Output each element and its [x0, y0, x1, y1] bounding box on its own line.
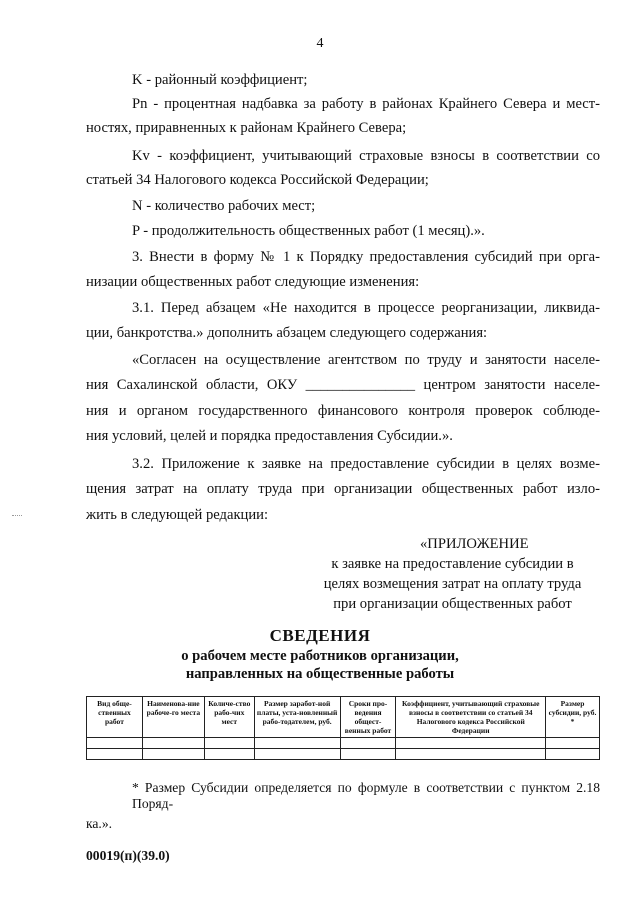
table-cell — [142, 738, 204, 749]
table-cell — [396, 749, 546, 760]
appendix-title: «ПРИЛОЖЕНИЕ — [420, 536, 529, 552]
table-cell — [340, 738, 396, 749]
text-line: ния Сахалинской области, ОКУ _______________ центром занятости населе- — [86, 377, 600, 393]
table-cell — [254, 749, 340, 760]
table-row — [87, 749, 600, 760]
appendix-line: при организации общественных работ — [333, 596, 572, 612]
table-cell — [204, 738, 254, 749]
text-line: статьей 34 Налогового кодекса Российской Федерации; — [86, 172, 429, 188]
svedeniya-subtitle: о рабочем месте работников организации, — [181, 648, 459, 664]
text-line: «Согласен на осуществление агентством по труду и занятости населе- — [132, 352, 600, 368]
table-header-cell: Размер субсидии, руб. * — [546, 697, 600, 738]
text-line: жить в следующей редакции: — [86, 507, 269, 523]
text-line: P - продолжительность общественных работ (1 месяц).». — [132, 223, 485, 239]
table-header-cell: Коэффициент, учитывающий страховые взносы в соответствии со статьей 34 Налогового кодекса Российской Федерации — [396, 697, 546, 738]
table-cell — [142, 749, 204, 760]
table-cell — [87, 738, 143, 749]
text-line: ния и органом государственного финансового контроля проверок соблюде- — [86, 403, 600, 419]
text-line: ния условий, целей и порядка предоставления Субсидии.». — [86, 428, 453, 444]
table-cell — [396, 738, 546, 749]
table-cell — [340, 749, 396, 760]
appendix-line: целях возмещения затрат на оплату труда — [323, 576, 582, 592]
text-line: ции, банкротства.» дополнить абзацем следующего содержания: — [86, 325, 488, 341]
text-line: ностях, приравненных к районам Крайнего Севера; — [86, 120, 407, 136]
text-line: низации общественных работ следующие изменения: — [86, 274, 420, 290]
table-row — [87, 738, 600, 749]
table-cell — [254, 738, 340, 749]
appendix-line: к заявке на предоставление субсидии в — [331, 556, 574, 572]
table-cell — [204, 749, 254, 760]
text-line: 3.2. Приложение к заявке на предоставление субсидии в целях возме- — [132, 456, 600, 472]
table-cell — [546, 738, 600, 749]
margin-mark — [12, 515, 22, 516]
table-header-cell: Количе-ство рабо-чих мест — [204, 697, 254, 738]
text-line: 3.1. Перед абзацем «Не находится в процессе реорганизации, ликвида- — [132, 300, 600, 316]
table-cell — [87, 749, 143, 760]
text-line: N - количество рабочих мест; — [132, 198, 316, 214]
svedeniya-subtitle: направленных на общественные работы — [185, 666, 455, 682]
table-cell — [546, 749, 600, 760]
page-number: 4 — [316, 36, 324, 51]
text-line: 3. Внести в форму № 1 к Порядку предоставления субсидий при орга- — [132, 249, 600, 265]
text-line: K - районный коэффициент; — [132, 72, 308, 88]
text-line: Kv - коэффициент, учитывающий страховые взносы в соответствии со — [132, 148, 600, 164]
table-header-row — [87, 697, 600, 738]
text-line: Pn - процентная надбавка за работу в районах Крайнего Севера и мест- — [132, 96, 600, 112]
table-header-cell: Наименова-ние рабоче-го места — [142, 697, 204, 738]
document-number: 00019(п)(39.0) — [86, 848, 170, 863]
footnote — [86, 780, 600, 832]
table-header-cell: Вид обще-ственных работ — [87, 697, 143, 738]
footnote-line: * Размер Субсидии определяется по формуле в соответствии с пунктом 2.18 Поряд- — [132, 780, 600, 811]
appendix-heading — [300, 534, 605, 614]
footnote-line: ка.». — [86, 816, 113, 831]
svedeniya-table — [86, 696, 600, 760]
table-header-cell: Сроки про-ведения общест-венных работ — [340, 697, 396, 738]
svedeniya-title: СВЕДЕНИЯ — [269, 626, 371, 645]
table-header-cell: Размер заработ-ной платы, уста-новленный рабо-тодателем, руб. — [254, 697, 340, 738]
text-line: щения затрат на оплату труда при организации общественных работ изло- — [86, 481, 600, 497]
